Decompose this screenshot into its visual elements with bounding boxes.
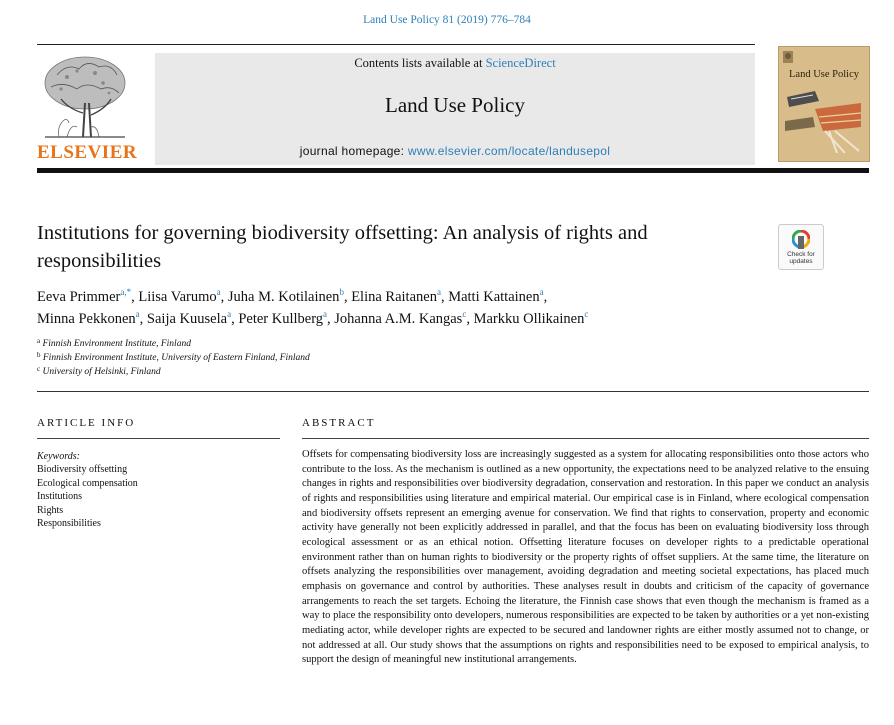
section-divider xyxy=(37,391,869,392)
journal-banner xyxy=(155,53,755,165)
keyword[interactable]: Rights xyxy=(37,504,64,516)
abstract-text: Offsets for compensating biodiversity loss are increasingly suggested as a system for allocating responsibilities onto those actors who contribute to the loss. As the mechanism is outlined as a new opportunity, the expectations need to be analyzed relative to the ensuing changes in rights and responsibilities over biodiversity degradation, conservation and restoration. In this paper we conduct an analysis of rights and responsibilities using literature and empirical material. Our empirical case is in Finland, where ecological compensation and biodiversity offsets represent an emerging avenue for conservation. We find that rights to conservation, property and economic activity have generally not been explicitly addressed in parallel, and that the focus has been on evaluating biodiversity loss through ecological assessment or as an ethical notion. Offsetting literature focuses on developer rights to a predictable operational environment rather than on human rights to biodiversity or the property rights of offset suppliers. At the same time, the literature on offsets analyzing the responsibilities over management, avoiding degradation and meeting societal expectations, has placed much emphasis on governance and control by authorities. These analyses result in doubts and criticism of the capacity of governance arrangements to reach the set targets. Echoing the literature, the Finnish case shows that even though the mechanism is framed as a way to place the responsibility onto developers, numerous responsibilities are expected to be taken by authorities or a yet non-existing mediating actor, while developer rights are expected to be secured and landowner rights are either mostly assumed not to change, or not addressed at all. Our study shows that the assumptions on rights and responsibilities need to be exposed to empirical analysis, to support the design of meaningful new institutional arrangements. xyxy=(302,449,869,666)
affiliation-list xyxy=(37,337,737,379)
cover-landscape-image xyxy=(785,87,863,153)
keyword[interactable]: Institutions xyxy=(37,491,83,503)
elsevier-wordmark: ELSEVIER xyxy=(37,142,138,163)
keyword[interactable]: Biodiversity offsetting xyxy=(37,464,128,476)
journal-cover-thumbnail[interactable] xyxy=(778,46,870,162)
affiliation: $^c$ University of Helsinki, Finland xyxy=(37,365,161,377)
check-updates-icon xyxy=(792,230,810,250)
affiliation: $^a$ Finnish Environment Institute, Finland xyxy=(37,337,191,349)
header-top-rule xyxy=(37,44,755,45)
contents-line xyxy=(155,56,755,71)
author[interactable]: Juha M. Kotilainen$^b$ xyxy=(227,287,344,305)
author[interactable]: Minna Pekkonen$^a$ xyxy=(37,309,140,327)
keywords-section xyxy=(37,450,277,530)
check-for-updates-button[interactable] xyxy=(778,224,824,270)
author[interactable]: Johanna A.M. Kangas$^c$ xyxy=(334,309,467,327)
sciencedirect-link[interactable]: ScienceDirect xyxy=(485,56,556,70)
author[interactable]: Elina Raitanen$^a$ xyxy=(351,287,441,305)
author[interactable]: Liisa Varumo$^a$ xyxy=(138,287,221,305)
author[interactable]: Markku Ollikainen$^c$ xyxy=(473,309,589,327)
homepage-line xyxy=(155,144,755,158)
author[interactable]: Eeva Primmer$^{a,*}$ xyxy=(37,287,132,305)
abstract-rule xyxy=(302,438,869,439)
check-updates-label: Check for updates xyxy=(787,251,815,265)
journal-reference[interactable]: Land Use Policy 81 (2019) 776–784 xyxy=(363,14,531,26)
affiliation: $^b$ Finnish Environment Institute, University of Eastern Finland, Finland xyxy=(37,351,310,363)
homepage-prefix: journal homepage: xyxy=(299,144,405,158)
cover-title: Land Use Policy xyxy=(789,69,859,80)
homepage-link[interactable]: www.elsevier.com/locate/landusepol xyxy=(407,144,611,158)
article-title: Institutions for governing biodiversity offsetting: An analysis of rights and responsibilities xyxy=(37,222,648,272)
author[interactable]: Peter Kullberg$^a$ xyxy=(238,309,328,327)
journal-title: Land Use Policy xyxy=(385,93,525,117)
article-info-heading: ARTICLE INFO xyxy=(37,417,136,429)
article-info-rule xyxy=(37,438,280,439)
keyword[interactable]: Responsibilities xyxy=(37,518,101,530)
author-list: Eeva Primmer$^{a,*}$, Liisa Varumo$^a$, Juha M. Kotilainen$^b$, Elina Raitanen$^a$, Matti Kattainen$^a$, Minna Pekkonen$^a$, Saija Kuusela$^a$, Peter Kullberg$^a$, Johanna A.M. Kangas$^c$, Markku Ollikainen$^c$ xyxy=(37,287,589,327)
elsevier-mini-icon xyxy=(783,51,793,63)
contents-prefix: Contents lists available at xyxy=(354,56,483,70)
abstract-heading: ABSTRACT xyxy=(302,417,376,429)
header-bottom-rule xyxy=(37,168,869,173)
keyword[interactable]: Ecological compensation xyxy=(37,477,138,489)
keywords-label: Keywords: xyxy=(37,451,80,462)
author[interactable]: Saija Kuusela$^a$ xyxy=(146,309,232,327)
author[interactable]: Matti Kattainen$^a$ xyxy=(448,287,544,305)
